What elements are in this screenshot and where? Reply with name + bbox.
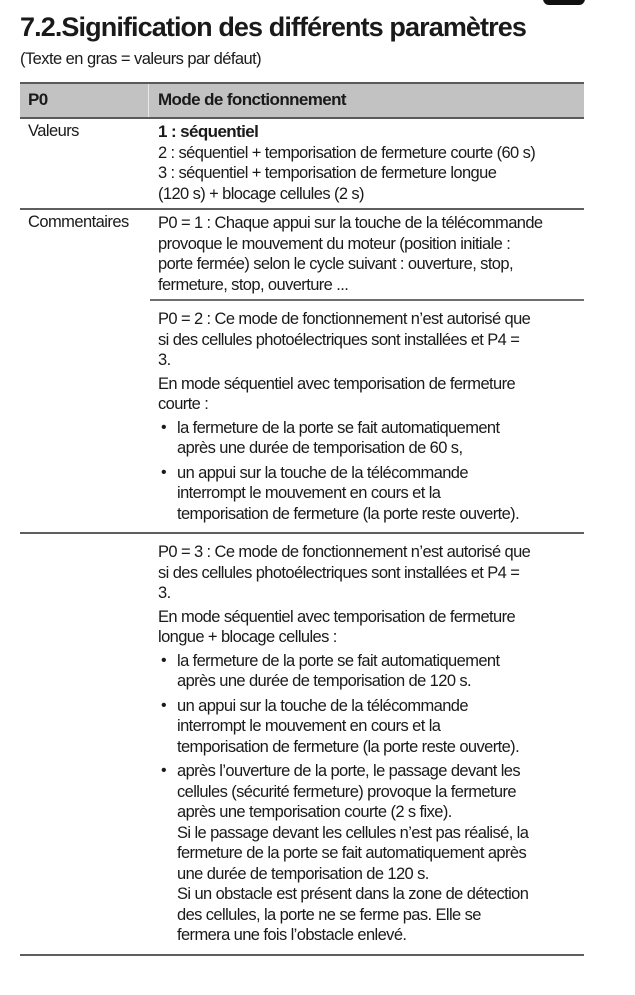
bullet-icon: •: [161, 418, 167, 436]
valeurs-cell: [158, 119, 584, 208]
comment-line: P0 = 2 : Ce mode de fonctionnement n’est autorisé que: [158, 310, 531, 328]
bullet-line: après une temporisation courte (2 s fixe).: [177, 803, 452, 821]
section-title: 7.2.Signification des différents paramètres: [20, 12, 526, 42]
table-row-commentaires: [20, 210, 584, 299]
bullet-line: un appui sur la touche de la télécommande: [177, 696, 468, 715]
bullet-line: cellules (sécurité fermeture) provoque la fermeture: [177, 782, 516, 801]
bullet-line: temporisation de fermeture (la porte reste ouverte).: [177, 504, 520, 523]
value-option-2: 2 : séquentiel + temporisation de fermeture courte (60 s): [158, 143, 536, 162]
comment-p0-1: [158, 210, 584, 299]
comment-line: fermeture, stop, ouverture ...: [158, 275, 349, 294]
table-header: [20, 82, 584, 119]
bullet-icon: •: [161, 651, 167, 669]
bullet-line: fermeture de la porte se fait automatiquement après: [177, 844, 527, 862]
header-mode: Mode de fonctionnement: [158, 90, 346, 109]
bullet-line: une durée de temporisation de 120 s.: [177, 864, 429, 883]
comment-line: provoque le mouvement du moteur (position initiale :: [158, 234, 511, 253]
bullet-item: [158, 761, 584, 946]
row-label-commentaires: Commentaires: [28, 213, 129, 231]
table-bottom-border: [20, 954, 584, 956]
bullet-icon: •: [161, 762, 167, 779]
parameter-table: [20, 82, 584, 956]
p0-2-mode: [158, 374, 584, 415]
bullet-line: Si un obstacle est présent dans la zone de détection: [177, 885, 529, 903]
comment-line: En mode séquentiel avec temporisation de fermeture: [158, 374, 516, 393]
p0-3-intro: [158, 542, 584, 604]
bullet-line: interrompt le mouvement en cours et la: [177, 717, 441, 735]
page-tab-marker: [543, 0, 585, 5]
comment-line: si des cellules photoélectriques sont installées et P4 =: [158, 563, 520, 582]
comment-line: si des cellules photoélectriques sont installées et P4 =: [158, 330, 520, 349]
bullet-item: [158, 651, 584, 692]
row-label-valeurs: Valeurs: [28, 122, 79, 140]
comment-line: P0 = 1 : Chaque appui sur la touche de la télécommande: [158, 214, 543, 232]
bullet-line: la fermeture de la porte se fait automatiquement: [177, 651, 500, 670]
comment-line: En mode séquentiel avec temporisation de fermeture: [158, 607, 516, 626]
value-option-3: 3 : séquentiel + temporisation de fermeture longue: [158, 164, 497, 182]
p0-2-intro: [158, 309, 584, 371]
header-parameter: P0: [28, 90, 48, 109]
table-row-p0-2: [20, 301, 584, 532]
bullet-item: [158, 696, 584, 758]
table-row-p0-3: [20, 534, 584, 954]
p0-3-mode: [158, 607, 584, 648]
section-subtitle: (Texte en gras = valeurs par défaut): [20, 50, 262, 68]
comment-line: courte :: [158, 395, 209, 413]
bullet-line: après une durée de temporisation de 120 s.: [177, 672, 472, 690]
bullet-line: la fermeture de la porte se fait automatiquement: [177, 418, 500, 437]
value-option-3-cont: (120 s) + blocage cellules (2 s): [158, 184, 364, 203]
bullet-item: [158, 463, 584, 525]
comment-line: P0 = 3 : Ce mode de fonctionnement n’est autorisé que: [158, 543, 531, 561]
comment-p0-2: [158, 301, 584, 532]
table-row-valeurs: [20, 119, 584, 208]
bullet-line: fermera une fois l’obstacle enlevé.: [177, 926, 407, 944]
value-option-1-default: 1 : séquentiel: [158, 122, 259, 141]
bullet-item: [158, 418, 584, 459]
bullet-icon: •: [161, 696, 167, 714]
header-column-divider: [148, 84, 149, 117]
comment-line: porte fermée) selon le cycle suivant : ouverture, stop,: [158, 255, 513, 273]
bullet-line: un appui sur la touche de la télécommande: [177, 463, 468, 482]
bullet-icon: •: [161, 463, 167, 481]
bullet-line: des cellules, la porte ne se ferme pas. Elle se: [177, 905, 481, 924]
comment-line: 3.: [158, 584, 171, 602]
comment-line: longue + blocage cellules :: [158, 628, 337, 646]
comment-line: 3.: [158, 351, 171, 369]
bullet-line: Si le passage devant les cellules n’est pas réalisé, la: [177, 823, 529, 842]
bullet-line: temporisation de fermeture (la porte reste ouverte).: [177, 737, 520, 756]
bullet-line: après l’ouverture de la porte, le passage devant les: [177, 762, 521, 780]
bullet-line: interrompt le mouvement en cours et la: [177, 484, 441, 502]
bullet-line: après une durée de temporisation de 60 s,: [177, 439, 463, 457]
comment-p0-3: [158, 534, 584, 954]
